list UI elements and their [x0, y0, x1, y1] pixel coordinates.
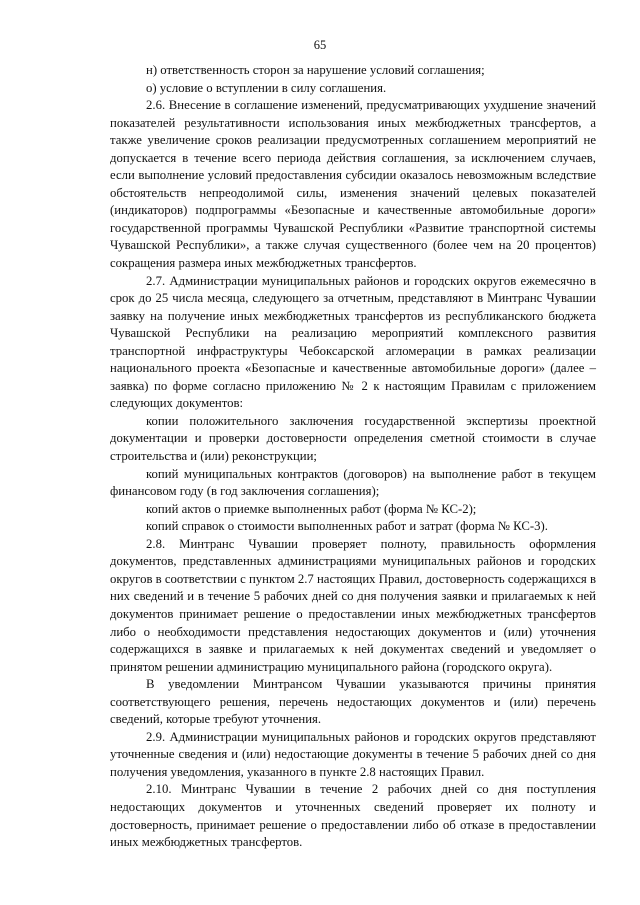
paragraph-item-n: н) ответственность сторон за нарушение условий соглашения; — [146, 63, 485, 77]
paragraph-notification: В уведомлении Минтрансом Чувашии указываются причины принятия соответствующего решения, перечень недостающих документов и (или) перечень сведений, которые требуют уточнения. — [110, 677, 596, 727]
page-number: 65 — [313, 38, 327, 52]
paragraph-doc-contracts-copy: копий муниципальных контрактов (договоров) на выполнение работ в текущем финансовом году (в год заключения соглашения); — [110, 466, 596, 499]
paragraph-2-6: 2.6. Внесение в соглашение изменений, предусматривающих ухудшение значений показателей результативности использования иных межбюджетных трансфертов, а также увеличение сроков реализации предусмотренных соглашением мероприятий не допускается в течение всего периода действия соглашения, за исключением случаев, если выполнение условий предоставления субсидии оказалось невозможным вследствие обстоятельств непреодолимой силы, изменения значений целевых показателей (индикаторов) подпрограммы «Безопасные и качественные автомобильные дороги» государственной программы Чувашской Республики «Развитие транспортной системы Чувашской Республики», а также случая существенного (более чем на 20 процентов) сокращения размера иных межбюджетных трансфертов. — [110, 98, 596, 271]
paragraph-2-7: 2.7. Администрации муниципальных районов и городских округов ежемесячно в срок до 25 числа месяца, следующего за отчетным, представляют в Минтранс Чувашии заявку на получение иных межбюджетных трансфертов из республиканского бюджета Чувашской Республики на реализацию мероприятий комплексного развития транспортной инфраструктуры Чебоксарской агломерации в рамках реализации национального проекта «Безопасные и качественные автомобильные дороги» (далее – заявка) по форме согласно приложению № 2 к настоящим Правилам с приложением следующих документов: — [110, 273, 596, 411]
document-body — [110, 62, 596, 852]
paragraph-doc-ks2: копий актов о приемке выполненных работ (форма № КС-2); — [146, 501, 477, 516]
paragraph-2-9: 2.9. Администрации муниципальных районов и городских округов представляют уточненные сведения и (или) недостающие документы в течение 5 рабочих дней со дня получения уведомления, указанного в пункте 2.8 настоящих Правил. — [110, 729, 596, 779]
paragraph-doc-expertise-copy: копии положительного заключения государственной экспертизы проектной документации и проверки достоверности определения сметной стоимости в случае строительства и (или) реконструкции; — [110, 413, 596, 464]
paragraph-2-8: 2.8. Минтранс Чувашии проверяет полноту, правильность оформления документов, представленных администрациями муниципальных районов и городских округов в соответствии с пунктом 2.7 настоящих Правил, достоверность содержащихся в них сведений и в течение 5 рабочих дней со дня получения заявки и прилагаемых к ней документов принимает решение о предоставлении иных межбюджетных трансфертов либо о необходимости представления недостающих документов и (или) уточнения содержащихся в заявке и прилагаемых к ней документах сведений и уведомляет о принятом решении администрацию муниципального района (городского округа). — [110, 536, 596, 674]
paragraph-item-o: о) условие о вступлении в силу соглашения. — [146, 80, 387, 95]
paragraph-doc-ks3: копий справок о стоимости выполненных работ и затрат (форма № КС-3). — [146, 519, 548, 534]
paragraph-2-10: 2.10. Минтранс Чувашии в течение 2 рабочих дней со дня поступления недостающих документов и уточненных сведений проверяет их полноту и достоверность, принимает решение о предоставлении либо об отказе в предоставлении иных межбюджетных трансфертов. — [110, 782, 596, 850]
